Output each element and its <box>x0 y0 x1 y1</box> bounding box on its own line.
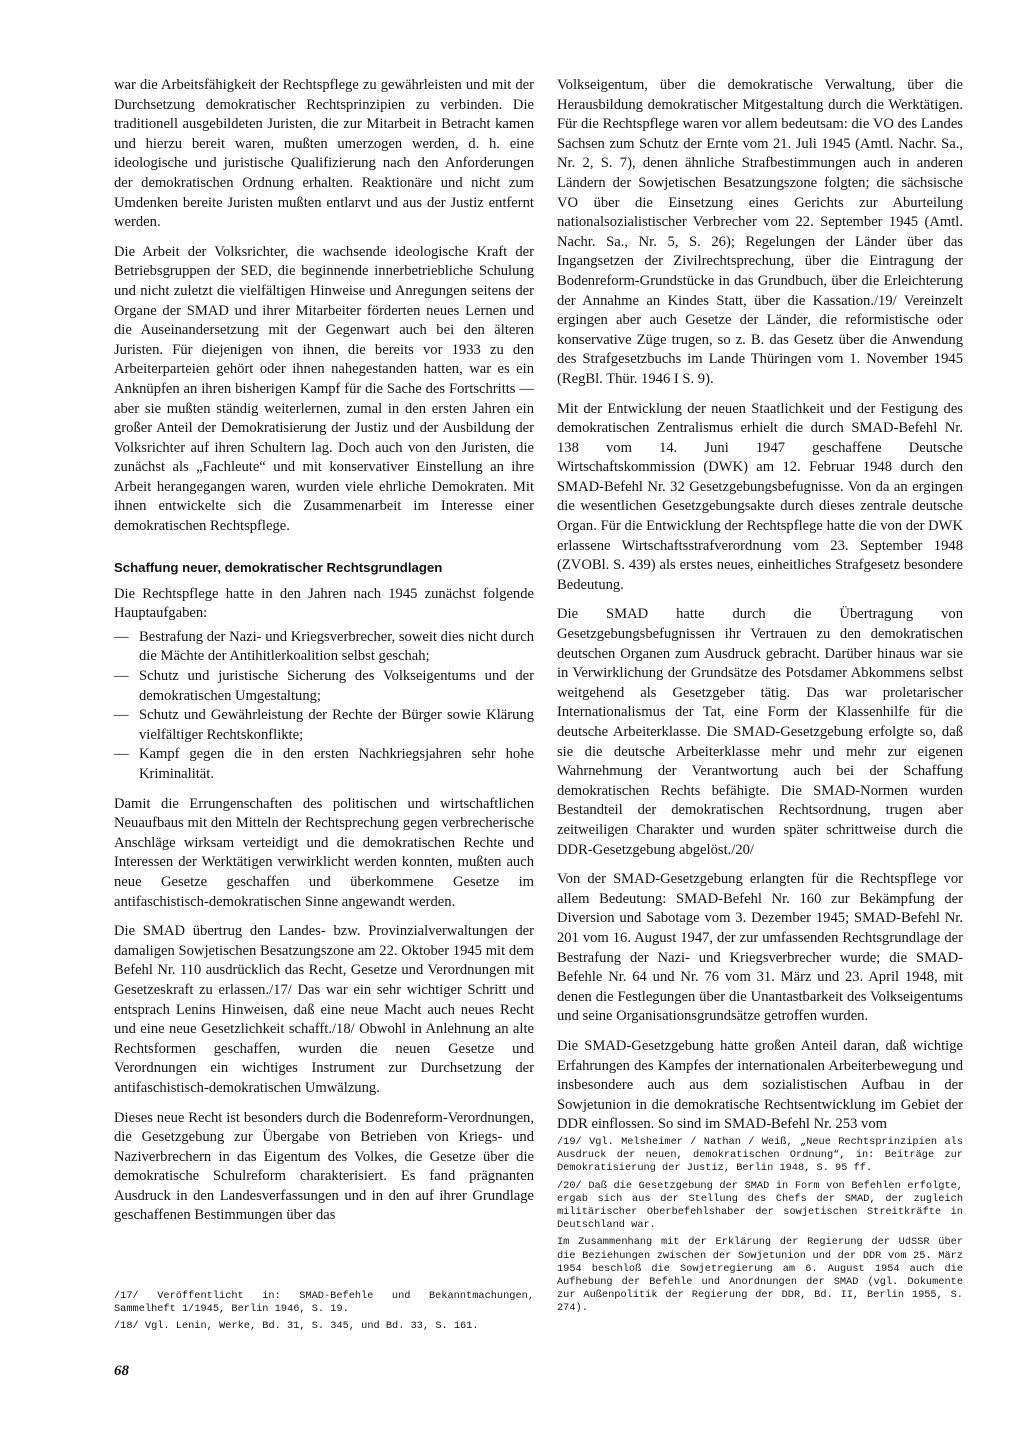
list-item: — Kampf gegen die in den ersten Nachkriegsjahren sehr hohe Kriminalität. <box>114 745 534 784</box>
body-paragraph: war die Arbeitsfähigkeit der Rechtspflege zu gewährleisten und mit der Durchsetzung demokratischer Rechtsprinzipien zu verbinden. Die traditionell ausgebildeten Juristen, die zur Mitarbeit in Betracht kamen und hierzu bereit waren, mußten umerzogen werden, d. h. eine ideologische und juristische Qualifizierung nach den Anforderungen der demokratischen Ordnung erhalten. Reaktionäre und nicht zum Umdenken bereite Juristen mußten entlarvt und aus der Justiz entfernt werden. <box>114 77 534 231</box>
body-paragraph: Die SMAD übertrug den Landes- bzw. Provinzialverwaltungen der damaligen Sowjetischen Besatzungszone am 22. Oktober 1945 mit dem Befehl Nr. 110 ausdrücklich das Recht, Gesetze und Verordnungen mit Gesetzeskraft zu erlassen./17/ Das war ein sehr wichtiger Schritt und entsprach Lenins Hinweisen, daß eine neue Macht auch neues Recht und eine neue Gesetzlichkeit schafft./18/ Obwohl in Anlehnung an alte Rechtsformen geschaffen, wurden die neuen Gesetze und Verordnungen ein wichtiges Instrument zur Durchsetzung der antifaschistisch-demokratischen Umwälzung. <box>114 923 534 1096</box>
body-paragraph: Damit die Errungenschaften des politischen und wirtschaftlichen Neuaufbaus mit den Mitteln der Rechtsprechung gegen verbrecherische Anschläge wirksam verteidigt und die demokratischen Rechte und Interessen der Werktätigen verwirklicht werden konnten, mußten auch neue Gesetze geschaffen und überkommene Gesetze im antifaschistisch-demokratischen Sinne angewandt werden. <box>114 795 534 910</box>
list-item: — Schutz und Gewährleistung der Rechte der Bürger sowie Klärung vielfältiger Rechtskonflikte; <box>114 706 534 745</box>
footnotes-right <box>557 1136 963 1320</box>
body-paragraph: Die SMAD hatte durch die Übertragung von Gesetzgebungsbefugnissen ihr Vertrauen zu den demokratischen deutschen Organen zum Ausdruck gebracht. Darüber hinaus war sie in Verwirklichung der Grundsätze des Potsdamer Abkommens selbst weitgehend als Gesetzgeber tätig. Das war proletarischer Internationalismus der Tat, eine Form der Klassenhilfe für die deutsche Arbeiterklasse. Die SMAD-Gesetzgebung erfolgte so, daß sie die deutsche Arbeiterklasse mehr und mehr zur eigenen Wahrnehmung der Verantwortung auch bei der Schaffung demokratischen Rechts befähigte. Die SMAD-Normen wurden Bestandteil der demokratischen Rechtsordnung, trugen aber zeitweiligen Charakter und wurden später schrittweise durch die DDR-Gesetzgebung abgelöst./20/ <box>557 606 963 858</box>
left-column <box>114 76 534 1236</box>
task-list <box>114 628 534 785</box>
list-item: — Schutz und juristische Sicherung des Volkseigentums und der demokratischen Umgestaltung; <box>114 667 534 706</box>
footnote: /19/ Vgl. Melsheimer / Nathan / Weiß, „Neue Rechtsprinzipien als Ausdruck der neuen, demokratischen Ordnung“, in: Beiträge zur Demokratisierung der Justiz, Berlin 1948, S. 95 ff. <box>557 1136 963 1175</box>
body-paragraph: Mit der Entwicklung der neuen Staatlichkeit und der Festigung des demokratischen Zentralismus erhielt die durch SMAD-Befehl Nr. 138 vom 14. Juni 1947 geschaffene Deutsche Wirtschaftskommission (DWK) am 12. Februar 1948 durch den SMAD-Befehl Nr. 32 Gesetzgebungsbefugnisse. Von da an ergingen die wesentlichen Gesetzgebungsakte durch dieses zentrale deutsche Organ. Für die Entwicklung der Rechtspflege hatte die von der DWK erlassene Wirtschaftsstrafverordnung vom 23. September 1948 (ZVOBl. S. 439) als erstes neues, einheitliches Strafgesetz besondere Bedeutung. <box>557 400 963 593</box>
section-heading: Schaffung neuer, demokratischer Rechtsgrundlagen <box>114 559 443 575</box>
footnote: /18/ Vgl. Lenin, Werke, Bd. 31, S. 345, und Bd. 33, S. 161. <box>114 1320 479 1333</box>
footnotes-left <box>114 1290 534 1338</box>
intro-paragraph: Die Rechtspflege hatte in den Jahren nach 1945 zunächst folgende Hauptaufgaben: <box>114 585 534 622</box>
footnote: /20/ Daß die Gesetzgebung der SMAD in Form von Befehlen erfolgte, ergab sich aus der Stellung des Chefs der SMAD, der zugleich militärischer Oberbefehlshaber der sowjetischen Streitkräfte in Deutschland war. <box>557 1179 963 1232</box>
body-paragraph: Die Arbeit der Volksrichter, die wachsende ideologische Kraft der Betriebsgruppen der SED, die beginnende innerbetriebliche Schulung und nicht zuletzt die vielfältigen Hinweise und Anregungen seitens der Organe der SMAD und ihrer Mitarbeiter förderten neues Lernen und die Auseinandersetzung mit der Gegenwart auch bei den älteren Juristen. Für diejenigen von ihnen, die bereits vor 1933 zu den Arbeiterparteien gehört oder ihnen nahegestanden hatten, war es ein Anknüpfen an ihren bisherigen Kampf für die Sache des Fortschritts — aber sie mußten ständig weiterlernen, zumal in den ersten Jahren ein großer Anteil der Demokratisierung der Justiz und der Ausbildung der Volksrichter auf ihren Schultern lag. Doch auch von den Juristen, die zunächst als „Fachleute“ und mit konservativer Einstellung an ihre Arbeit herangegangen waren, wurden viele ehrliche Demokraten. Mit ihnen entwickelte sich die Zusammenarbeit im Interesse einer demokratischen Rechtspflege. <box>114 243 534 535</box>
right-column <box>557 76 963 1145</box>
footnote: /17/ Veröffentlicht in: SMAD-Befehle und Bekanntmachungen, Sammelheft 1/1945, Berlin 1946, S. 19. <box>114 1290 534 1316</box>
body-paragraph: Volkseigentum, über die demokratische Verwaltung, über die Herausbildung demokratischer Mitgestaltung durch die Werktätigen. Für die Rechtspflege waren vor allem bedeutsam: die VO des Landes Sachsen zum Schutz der Ernte vom 21. Juli 1945 (Amtl. Nachr. Sa., Nr. 2, S. 7), denen ähnliche Strafbestimmungen auch in anderen Ländern der Sowjetischen Besatzungszone folgten; die sächsische VO über die Einsetzung eines Gerichts zur Aburteilung nationalsozialistischer Verbrecher vom 22. September 1945 (Amtl. Nachr. Sa., Nr. 5, S. 26); Regelungen der Länder über das Ingangsetzen der Zivilrechtsprechung, über die Eintragung der Bodenreform-Grundstücke in das Grundbuch, über die Erleichterung der Annahme an Kindes Statt, über die Kassation./19/ Vereinzelt ergingen aber auch Gesetze der Länder, die reformistische oder konservative Züge trugen, so z. B. das Gesetz über die Anwendung des Strafgesetzbuchs im Lande Thüringen vom 1. November 1945 (RegBl. Thür. 1946 I S. 9). <box>557 77 963 387</box>
body-paragraph: Die SMAD-Gesetzgebung hatte großen Anteil daran, daß wichtige Erfahrungen des Kampfes der internationalen Arbeiterbewegung und insbesondere auch aus dem sozialistischen Aufbau in der Sowjetunion in die demokratische Rechtsentwicklung im Gebiet der DDR einflossen. So sind im SMAD-Befehl Nr. 253 vom <box>557 1037 963 1133</box>
page-number: 68 <box>114 1363 129 1379</box>
body-paragraph: Dieses neue Recht ist besonders durch die Bodenreform-Verordnungen, die Gesetzgebung zur Übergabe von Betrieben von Kriegs- und Naziverbrechern in das Eigentum des Volkes, die Gesetze über die demokratische Schulreform charakterisiert. Es fand prägnanten Ausdruck in den Landesverfassungen und in den auf ihrer Grundlage geschaffenen Bestimmungen über das <box>114 1109 534 1224</box>
footnote: Im Zusammenhang mit der Erklärung der Regierung der UdSSR über die Beziehungen zwischen der Sowjetunion und der DDR vom 25. März 1954 beschloß die Sowjetregierung am 6. August 1954 auch die Aufhebung der Befehle und Anordnungen der SMAD (vgl. Dokumente zur Außenpolitik der Regierung der DDR, Bd. II, Berlin 1955, S. 274). <box>557 1236 963 1315</box>
body-paragraph: Von der SMAD-Gesetzgebung erlangten für die Rechtspflege vor allem Bedeutung: SMAD-Befehl Nr. 160 zur Bekämpfung der Diversion und Sabotage vom 3. Dezember 1945; SMAD-Befehl Nr. 201 vom 16. August 1947, der zur umfassenden Rechtsgrundlage der Bestrafung der Nazi- und Kriegsverbrecher wurde; die SMAD-Befehle Nr. 64 und Nr. 76 vom 31. März und 23. April 1948, mit denen die Festlegungen über die Unantastbarkeit des Volkseigentums und seine Organisationsgrundsätze getroffen wurden. <box>557 871 963 1025</box>
list-item: — Bestrafung der Nazi- und Kriegsverbrecher, soweit dies nicht durch die Mächte der Antihitlerkoalition selbst geschah; <box>114 628 534 667</box>
